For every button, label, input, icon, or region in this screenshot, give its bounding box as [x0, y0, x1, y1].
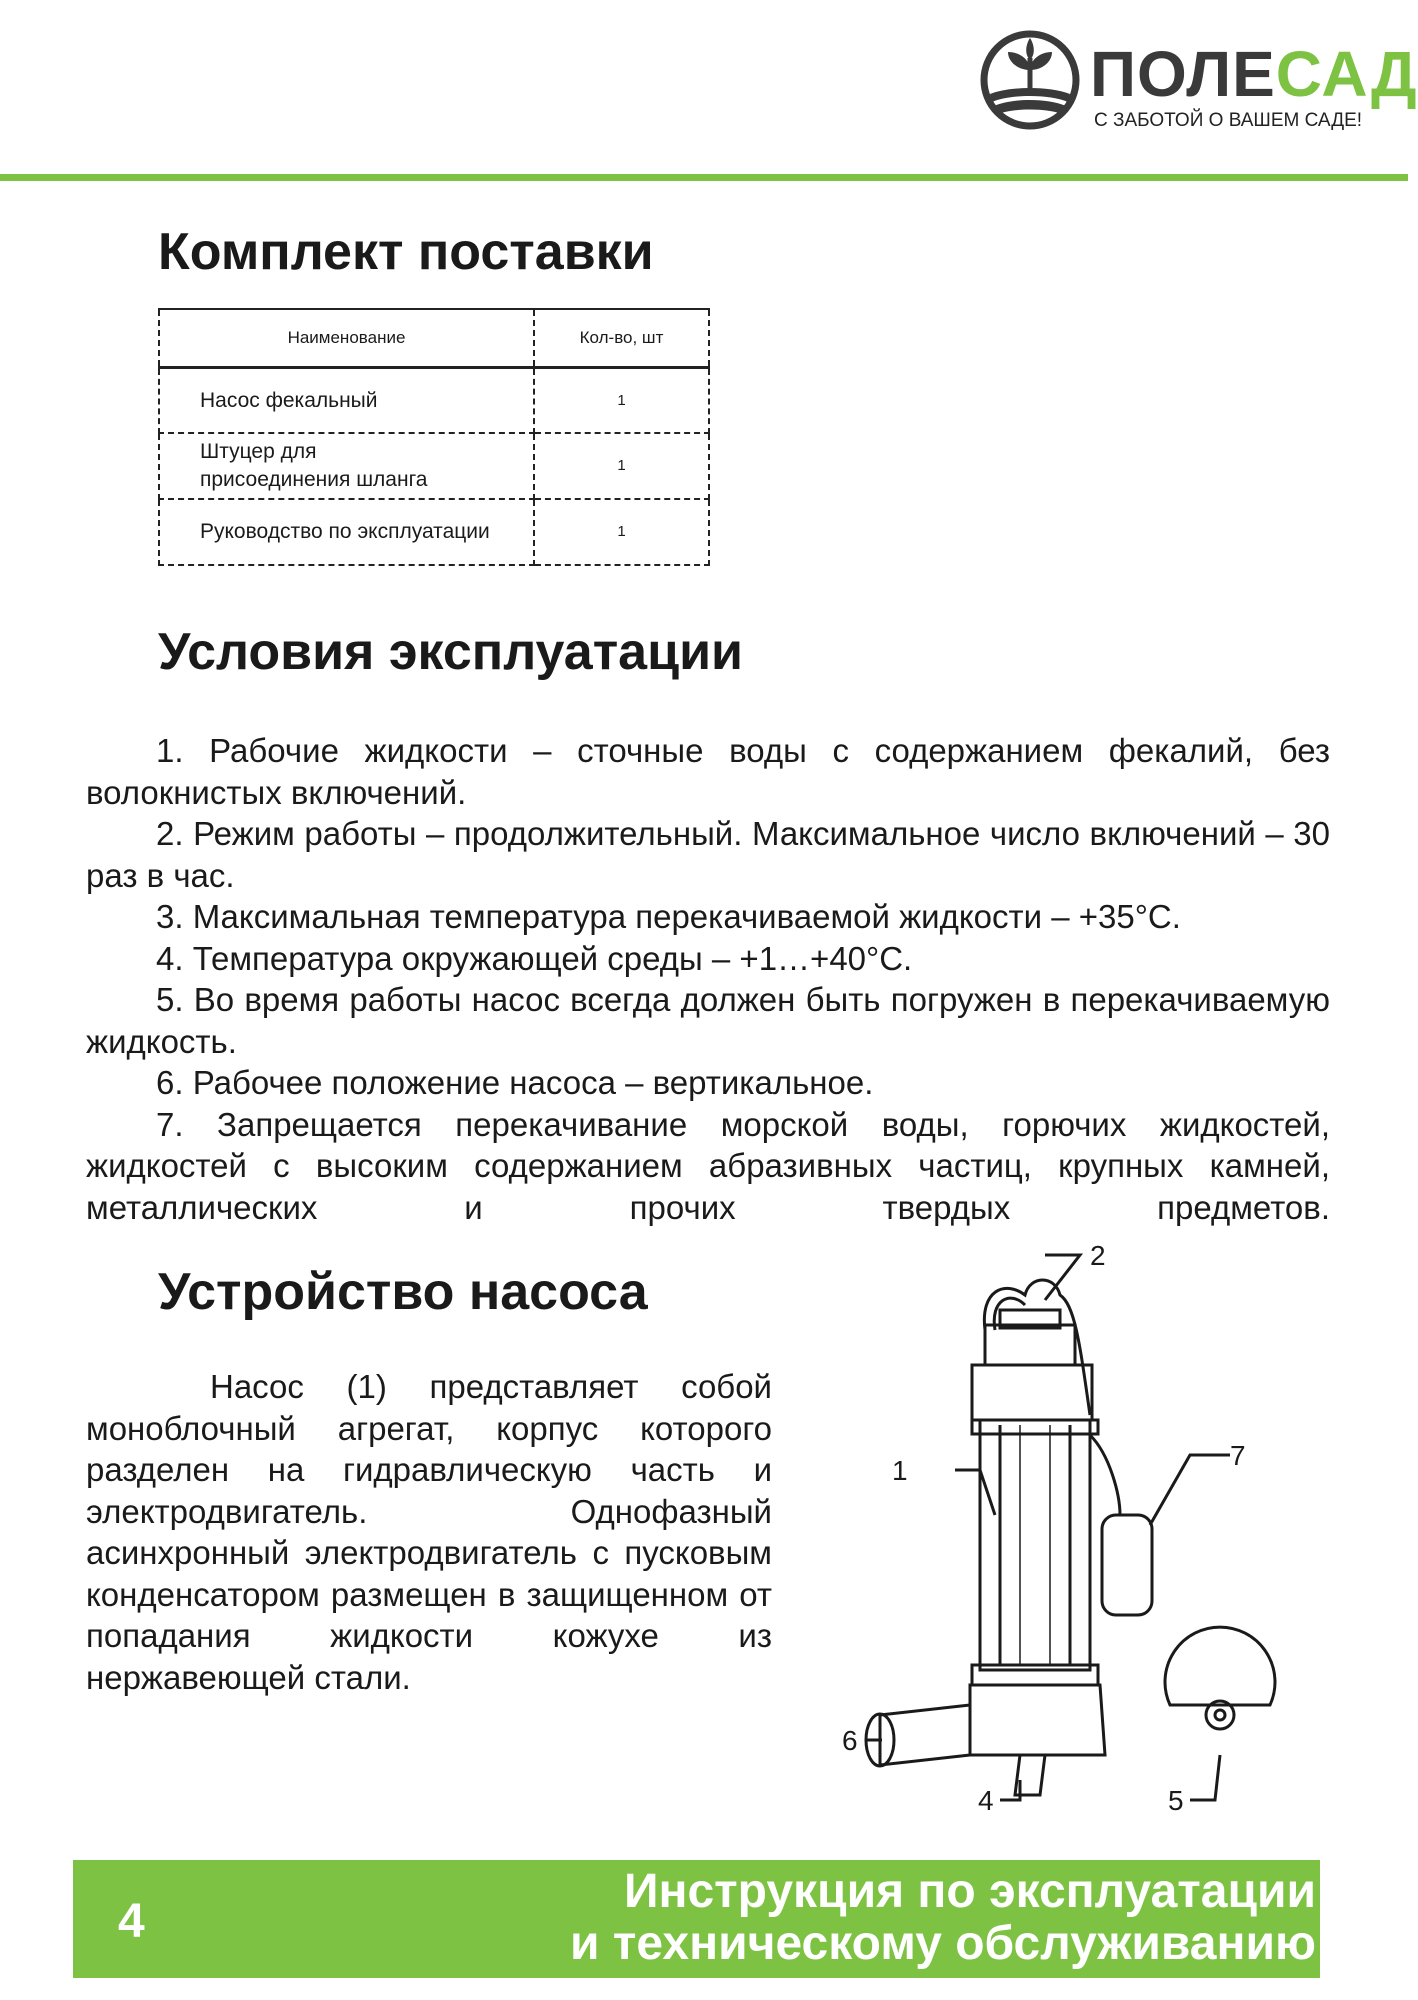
- brand-name-part2: САД: [1275, 38, 1418, 110]
- callout-7: 7: [1230, 1440, 1246, 1471]
- condition-item: 2. Режим работы – продолжительный. Максимальное число включений – 30 раз в час.: [86, 815, 1330, 894]
- condition-item: 5. Во время работы насос всегда должен быть погружен в перекачиваемую жидкость.: [86, 981, 1330, 1060]
- header-divider: [0, 174, 1408, 181]
- brand-name: [1090, 38, 1418, 110]
- conditions-heading: Условия эксплуатации: [158, 623, 743, 681]
- pump-illustration: [790, 1235, 1330, 1816]
- table-row: [159, 499, 709, 565]
- device-heading: Устройство насоса: [158, 1263, 648, 1321]
- brand-name-part1: ПОЛЕ: [1090, 38, 1276, 110]
- conditions-list: [86, 730, 1330, 1228]
- row-qty: 1: [534, 368, 709, 433]
- condition-item: 1. Рабочие жидкости – сточные воды с содержанием фекалий, без волокнистых включений.: [86, 732, 1330, 811]
- header-qty: Кол-во, шт: [534, 309, 709, 368]
- header-name: Наименование: [159, 309, 534, 368]
- row-qty: 1: [534, 433, 709, 499]
- callout-1: 1: [892, 1455, 908, 1486]
- footer-line2: и техническому обслуживанию: [570, 1917, 1316, 1970]
- kit-heading: Комплект поставки: [158, 223, 654, 281]
- condition-item: 3. Максимальная температура перекачиваемой жидкости – +35°С.: [156, 898, 1181, 935]
- page-number: 4: [118, 1895, 145, 1948]
- device-description: Насос (1) представляет собой моноблочный агрегат, корпус которого разделен на гидравлическую часть и электродвигатель. Однофазный асинхронный электродвигатель с пусковым конденсатором размещен в защищенном от попадания жидкости кожухе из нержавеющей стали.: [86, 1368, 772, 1696]
- condition-item: 4. Температура окружающей среды – +1…+40°С.: [156, 939, 913, 977]
- brand-tagline: С ЗАБОТОЙ О ВАШЕМ САДЕ!: [1094, 110, 1363, 131]
- table-row: [159, 368, 709, 433]
- footer-title: [570, 1866, 1316, 1970]
- condition-item: 7. Запрещается перекачивание морской воды, горючих жидкостей, жидкостей с высоким содержанием абразивных частиц, крупных камней, металлических и прочих твердых предметов.: [86, 1105, 1330, 1226]
- callout-2: 2: [1090, 1240, 1106, 1271]
- row-name: Штуцер для присоединения шланга: [159, 433, 534, 499]
- brand-logo: [980, 30, 1418, 140]
- footer-line1: Инструкция по эксплуатации: [623, 1865, 1316, 1918]
- leaf-logo-icon: [980, 30, 1080, 130]
- row-name: Руководство по эксплуатации: [159, 499, 534, 565]
- table-row: [159, 433, 709, 499]
- callout-5: 5: [1168, 1785, 1184, 1816]
- kit-table: [158, 308, 710, 566]
- pump-diagram: [790, 1235, 1330, 1816]
- table-header-row: [159, 309, 709, 368]
- row-name: Насос фекальный: [159, 368, 534, 433]
- row-qty: 1: [534, 499, 709, 565]
- callout-4: 4: [978, 1785, 994, 1816]
- callout-6: 6: [842, 1725, 858, 1756]
- condition-item: 6. Рабочее положение насоса – вертикальное.: [156, 1064, 874, 1101]
